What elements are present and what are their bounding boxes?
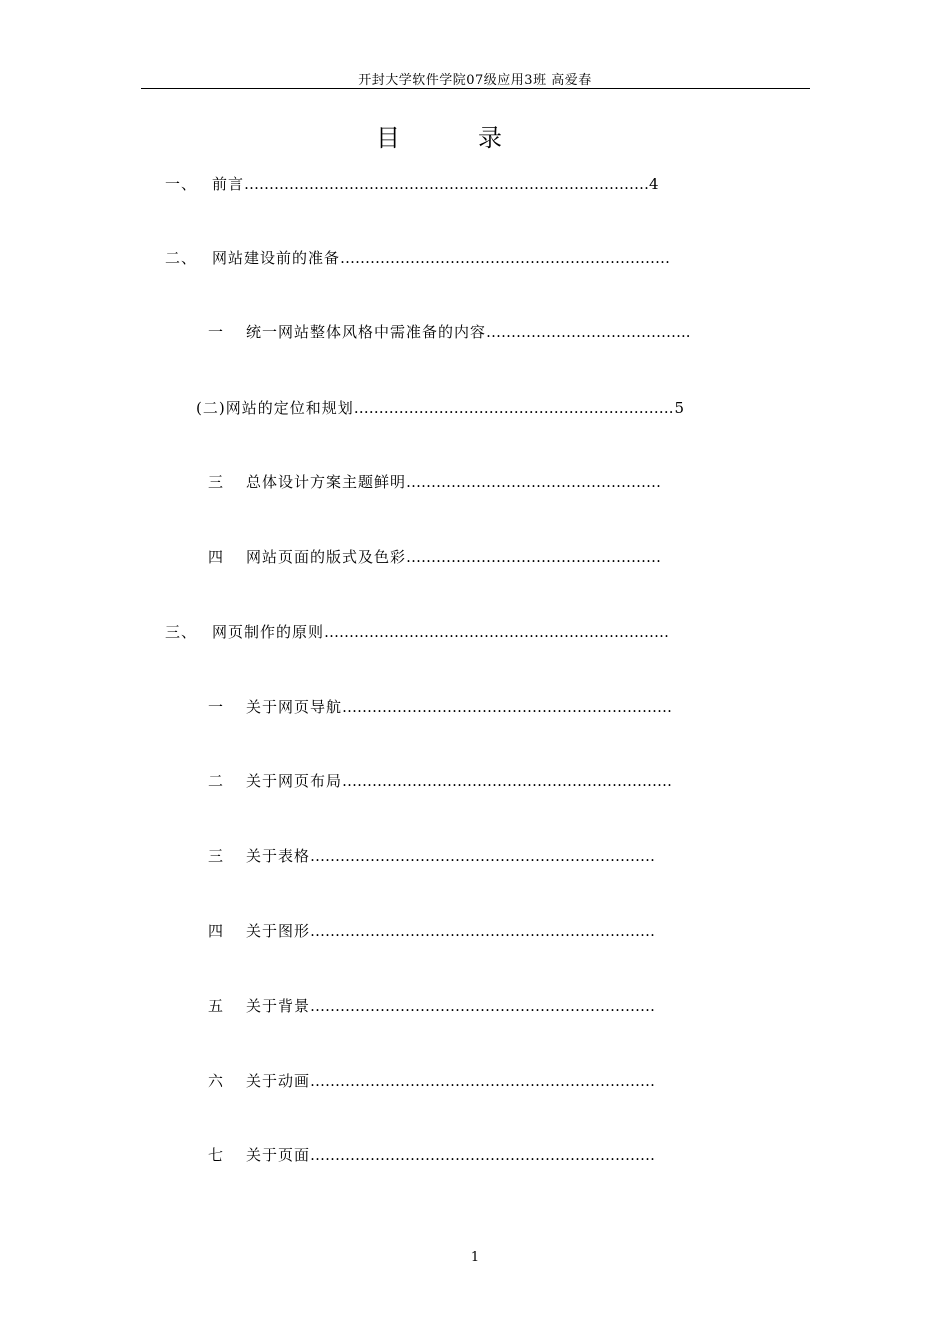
- toc-entry[interactable]: [208, 545, 661, 569]
- toc-leader-dots: ……………………………………………………………: [310, 922, 656, 940]
- toc-leader-dots: …………………………………………………………: [340, 249, 671, 267]
- toc-entry-number: 三、: [165, 623, 198, 641]
- toc-entry[interactable]: [165, 246, 670, 270]
- toc-entry-number: 一: [208, 698, 225, 716]
- toc-entry-text: 总体设计方案主题鲜明: [246, 473, 407, 491]
- toc-entry[interactable]: [208, 320, 691, 344]
- toc-entry-text: 关于页面: [246, 1146, 311, 1164]
- toc-entry[interactable]: [208, 1069, 655, 1093]
- toc-title: [376, 118, 502, 153]
- toc-entry-number: 二、: [165, 249, 198, 267]
- toc-entry[interactable]: [208, 470, 661, 494]
- toc-entry-text: 关于背景: [246, 997, 311, 1015]
- toc-leader-dots: …………………………………………………………: [342, 698, 673, 716]
- page-number: 1: [470, 1250, 480, 1265]
- toc-entry[interactable]: [165, 620, 669, 644]
- toc-entry[interactable]: [165, 172, 660, 196]
- toc-entry[interactable]: [208, 844, 655, 868]
- toc-title-char-1: 目: [376, 124, 400, 152]
- toc-entry-number: 七: [208, 1146, 225, 1164]
- toc-leader-dots: ……………………………………………: [406, 548, 662, 566]
- toc-entry[interactable]: [208, 1143, 655, 1167]
- toc-entry-text: 关于网页布局: [246, 772, 343, 790]
- toc-leader-dots: ……………………………………………………………: [310, 1072, 656, 1090]
- toc-entry-text: (二)网站的定位和规划: [196, 399, 354, 417]
- toc-entry-number: 五: [208, 997, 225, 1015]
- toc-entry[interactable]: [208, 994, 655, 1018]
- toc-leader-dots: ……………………………………………………………: [324, 623, 670, 641]
- toc-entry[interactable]: [208, 769, 672, 793]
- toc-entry-text: 关于表格: [246, 847, 311, 865]
- toc-entry-text: 统一网站整体风格中需准备的内容: [246, 323, 487, 341]
- toc-leader-dots: ……………………………………………………………: [310, 1146, 656, 1164]
- toc-entry-text: 关于网页导航: [246, 698, 343, 716]
- header-rule: [141, 88, 810, 89]
- toc-entry-number: 四: [208, 922, 225, 940]
- running-header: 开封大学软件学院07级应用3班 高爱春: [358, 73, 592, 88]
- toc-entry-number: 三: [208, 473, 225, 491]
- toc-leader-dots: ………………………………………………………: [353, 399, 669, 417]
- toc-leader-dots: ……………………………………………………………: [310, 997, 656, 1015]
- toc-leader-dots: ………………………………………………………………………: [244, 175, 650, 193]
- toc-page-number: 4: [649, 175, 660, 193]
- toc-title-char-2: 录: [478, 124, 502, 152]
- toc-entry[interactable]: [208, 919, 655, 943]
- toc-entry-number: 四: [208, 548, 225, 566]
- toc-entry[interactable]: [196, 396, 685, 420]
- toc-leader-dots: ……………………………………………………………: [310, 847, 656, 865]
- toc-entry-text: 关于图形: [246, 922, 311, 940]
- toc-entry-number: 一、: [165, 175, 198, 193]
- toc-entry-number: 三: [208, 847, 225, 865]
- toc-leader-dots: ……………………………………………: [406, 473, 662, 491]
- toc-leader-dots: …………………………………..: [486, 323, 691, 341]
- toc-entry-number: 二: [208, 772, 225, 790]
- toc-entry-text: 网站建设前的准备: [212, 249, 341, 267]
- toc-page-number: .5: [668, 399, 686, 417]
- toc-entry-text: 前言: [212, 175, 245, 193]
- toc-entry-number: 六: [208, 1072, 225, 1090]
- toc-entry-text: 网站页面的版式及色彩: [246, 548, 407, 566]
- toc-entry-text: 关于动画: [246, 1072, 311, 1090]
- toc-entry-number: 一: [208, 323, 225, 341]
- toc-entry-text: 网页制作的原则: [212, 623, 325, 641]
- toc-entry[interactable]: [208, 695, 672, 719]
- toc-leader-dots: …………………………………………………………: [342, 772, 673, 790]
